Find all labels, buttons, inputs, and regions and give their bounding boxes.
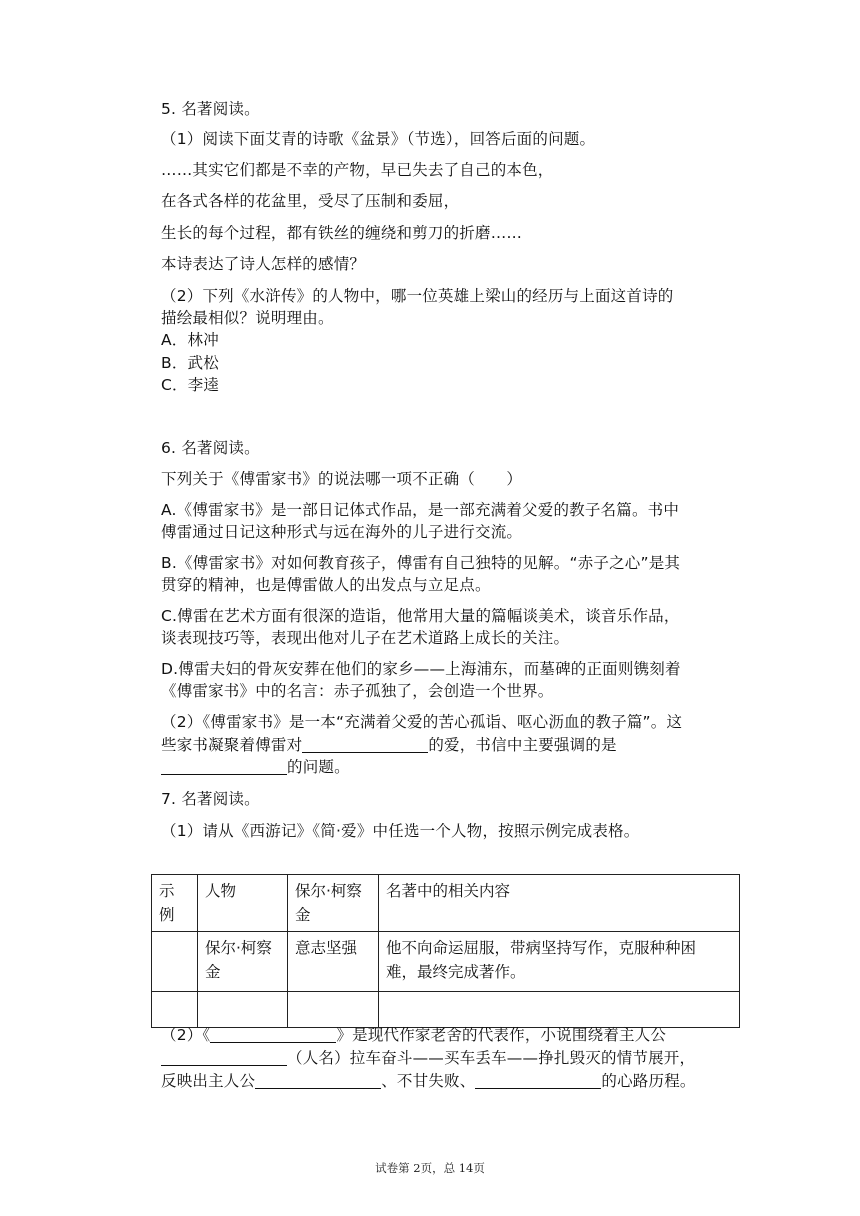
table-row [152, 932, 740, 992]
page-footer: 试卷第 2页，总 14页 [375, 1161, 485, 1175]
table-header-row [152, 875, 740, 932]
q6-part2-line2: 些家书凝聚着傅雷对 的爱，书信中主要强调的是 [161, 736, 617, 754]
table-cell: 意志坚强 [288, 932, 379, 992]
table-cell [152, 932, 198, 992]
q6-option-b: B.《傅雷家书》对如何教育孩子，傅雷有自己独特的见解。“赤子之心”是其 [161, 554, 681, 572]
answer-blank[interactable] [475, 1072, 601, 1089]
answer-blank[interactable] [302, 736, 428, 753]
q6-option-a-cont: 傅雷通过日记这种形式与远在海外的儿子进行交流。 [161, 523, 523, 541]
q7-part2-line3: 反映出主人公 、不甘失败、 的心路历程。 [161, 1072, 696, 1090]
table-cell[interactable] [288, 992, 379, 1028]
table-row [152, 992, 740, 1028]
answer-blank[interactable] [161, 758, 287, 775]
q6-option-d: D.傅雷夫妇的骨灰安葬在他们的家乡——上海浦东，而墓碑的正面则镌刻着 [161, 660, 681, 678]
character-table [151, 874, 740, 1028]
q7-title: 7. 名著阅读。 [161, 790, 260, 808]
q5-part1: （1）阅读下面艾青的诗歌《盆景》（节选），回答后面的问题。 [161, 130, 596, 148]
q6-part2: （2）《傅雷家书》是一本“充满着父爱的苦心孤诣、呕心沥血的教子篇”。这 [161, 713, 683, 731]
table-cell: 示例 [152, 875, 198, 932]
table-cell: 人物 [198, 875, 288, 932]
answer-blank[interactable] [255, 1072, 381, 1089]
q5-question: 本诗表达了诗人怎样的感情？ [161, 255, 366, 273]
q6-option-d-cont: 《傅雷家书》中的名言：赤子孤独了，会创造一个世界。 [161, 682, 554, 700]
answer-blank[interactable] [161, 1049, 287, 1066]
q7-part2-line2: （人名）拉车奋斗——买车丢车——挣扎毁灭的情节展开， [161, 1047, 695, 1069]
option-b: B．武松 [161, 354, 219, 372]
poem-line: 在各式各样的花盆里，受尽了压制和委屈， [161, 192, 460, 210]
q6-option-a: A.《傅雷家书》是一部日记体式作品，是一部充满着父爱的教子名篇。书中 [161, 501, 680, 519]
table-cell[interactable] [198, 992, 288, 1028]
table-cell[interactable] [379, 992, 740, 1028]
q7-part2-line1: （2）《 》是现代作家老舍的代表作，小说围绕着主人公 [161, 1026, 667, 1044]
q6-title: 6. 名著阅读。 [161, 439, 260, 457]
table-cell: 名著中的相关内容 [379, 875, 740, 932]
table-cell: 保尔·柯察金 [198, 932, 288, 992]
answer-blank[interactable] [210, 1026, 336, 1043]
q5-part2-cont: 描绘最相似？说明理由。 [161, 309, 334, 327]
table-cell: 他不向命运屈服，带病坚持写作，克服种种困难，最终完成著作。 [379, 932, 740, 992]
table-cell: 保尔·柯察金 [288, 875, 379, 932]
table-cell[interactable] [152, 992, 198, 1028]
option-c: C．李逵 [161, 376, 220, 394]
poem-line: ……其实它们都是不幸的产物，早已失去了自己的本色， [161, 161, 554, 179]
option-a: A．林冲 [161, 331, 219, 349]
q6-part2-line3: 的问题。 [161, 756, 350, 778]
q5-title: 5. 名著阅读。 [161, 100, 260, 118]
q6-option-c: C.傅雷在艺术方面有很深的造诣，他常用大量的篇幅谈美术，谈音乐作品， [161, 607, 680, 625]
poem-line: 生长的每个过程，都有铁丝的缠绕和剪刀的折磨…… [161, 224, 523, 242]
q5-part2: （2）下列《水浒传》的人物中，哪一位英雄上梁山的经历与上面这首诗的 [161, 287, 674, 305]
q6-option-c-cont: 谈表现技巧等，表现出他对儿子在艺术道路上成长的关注。 [161, 629, 570, 647]
q6-option-b-cont: 贯穿的精神，也是傅雷做人的出发点与立足点。 [161, 576, 491, 594]
q7-part1: （1）请从《西游记》《简·爱》中任选一个人物，按照示例完成表格。 [161, 822, 640, 840]
q6-stem: 下列关于《傅雷家书》的说法哪一项不正确（ ） [161, 470, 523, 488]
